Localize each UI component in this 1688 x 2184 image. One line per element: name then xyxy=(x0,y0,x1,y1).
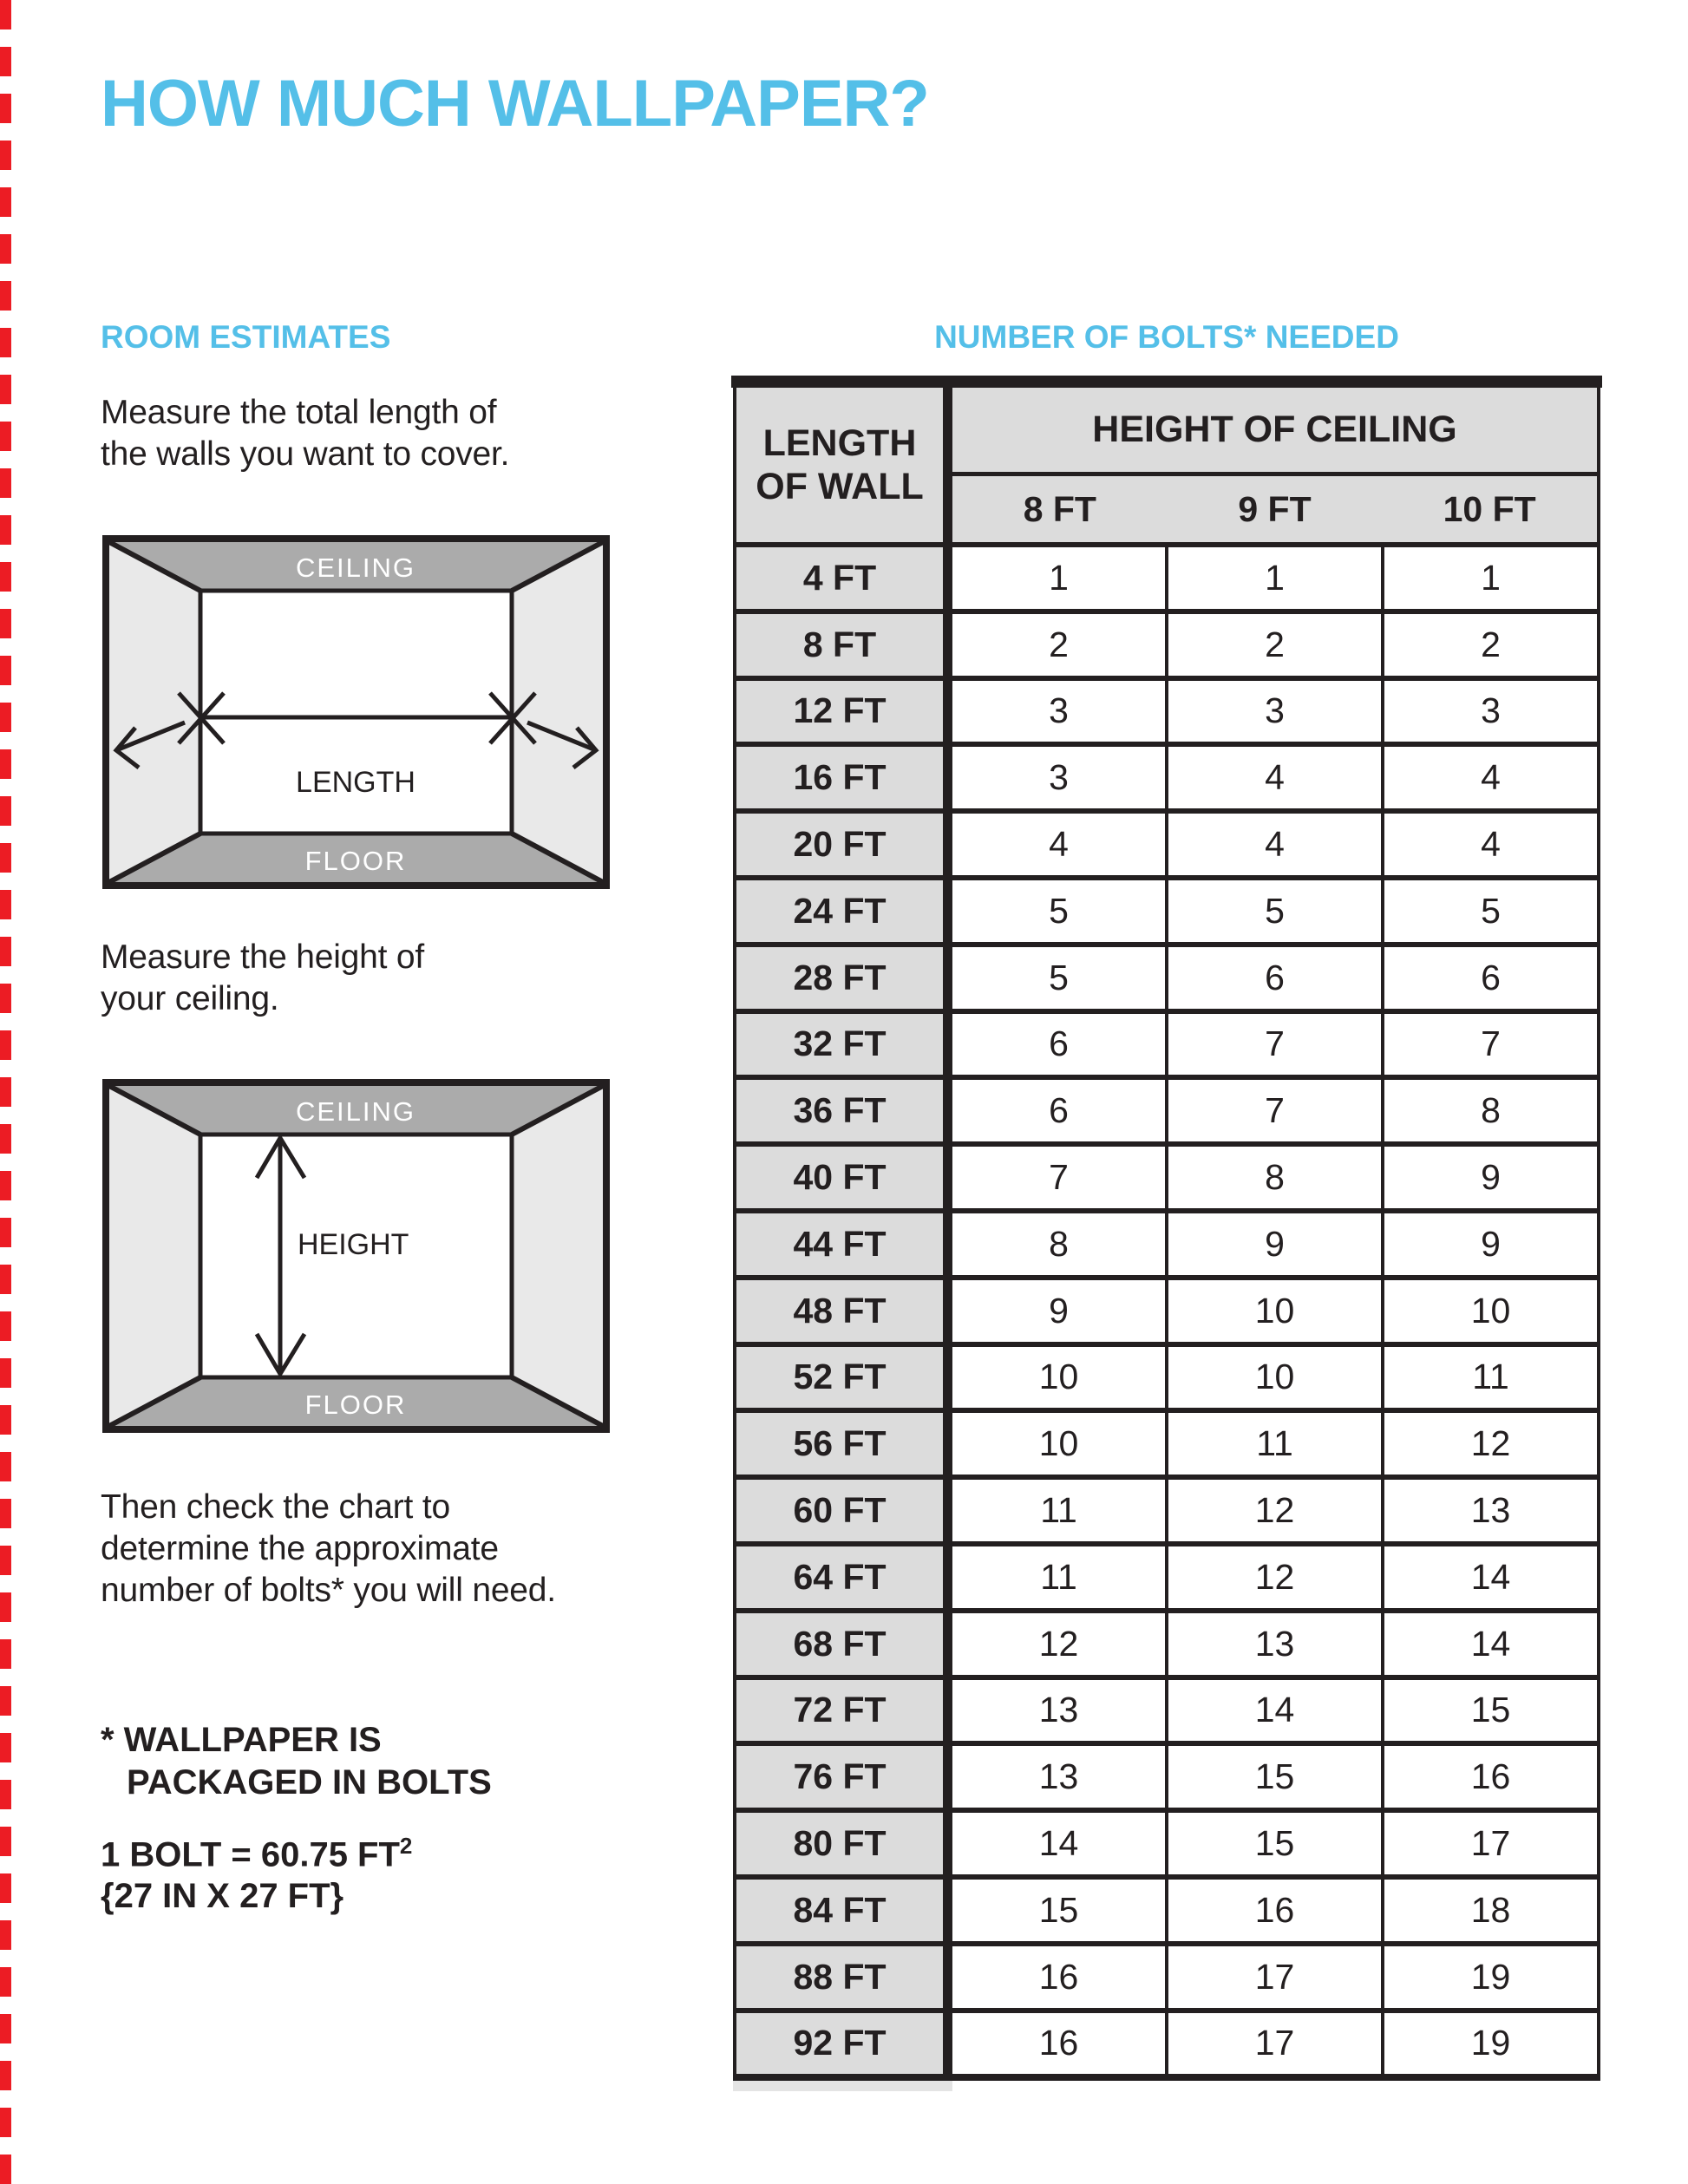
cell-9ft: 14 xyxy=(1165,1680,1381,1742)
table-row xyxy=(733,1808,1600,1874)
cell-9ft: 15 xyxy=(1165,1813,1381,1874)
text-line: determine the approximate xyxy=(101,1530,499,1567)
column-divider xyxy=(943,1480,952,1541)
text-line: Measure the total length of xyxy=(101,394,497,431)
cell-9ft: 5 xyxy=(1165,880,1381,942)
column-divider xyxy=(943,1880,952,1941)
cell-8ft: 14 xyxy=(1038,1823,1079,1864)
cell-9ft: 9 xyxy=(1165,1213,1381,1275)
text-line: LENGTH xyxy=(762,422,917,464)
height-label: HEIGHT xyxy=(298,1228,409,1261)
column-divider xyxy=(943,1946,952,2008)
floor-label: FLOOR xyxy=(304,846,407,876)
cell-9ft: 11 xyxy=(1165,1413,1381,1475)
text-line: number of bolts* you will need. xyxy=(101,1572,556,1609)
row-label: 40 FT xyxy=(736,1147,943,1208)
column-divider xyxy=(943,1413,952,1475)
cell-9ft: 10 xyxy=(1165,1280,1381,1342)
cell-8ft: 8 xyxy=(1049,1223,1069,1264)
cell-10ft: 18 xyxy=(1381,1880,1597,1941)
cell-10ft: 14 xyxy=(1381,1546,1597,1608)
column-divider xyxy=(943,1280,952,1342)
table-row xyxy=(733,742,1600,808)
row-label: 56 FT xyxy=(736,1413,943,1475)
cell-8ft: 5 xyxy=(1049,890,1069,931)
cell-10ft: 16 xyxy=(1381,1746,1597,1808)
table-row xyxy=(733,808,1600,875)
cell-8ft: 1 xyxy=(1049,557,1069,598)
cell-9ft: 16 xyxy=(1165,1880,1381,1941)
cell-8ft: 6 xyxy=(1049,1090,1069,1131)
length-of-wall-header xyxy=(736,388,943,542)
table-row xyxy=(733,2008,1600,2075)
cell-9ft: 17 xyxy=(1165,2013,1381,2075)
cell-10ft: 5 xyxy=(1381,880,1597,942)
cell-8ft: 3 xyxy=(1049,690,1069,731)
ceiling-label: CEILING xyxy=(295,553,416,583)
cell-8ft: 11 xyxy=(1040,1556,1077,1597)
column-divider xyxy=(943,1147,952,1208)
right-wall-plane xyxy=(512,1086,603,1426)
table-body xyxy=(733,542,1600,2074)
cell-8ft: 4 xyxy=(1049,824,1069,865)
row-label: 24 FT xyxy=(736,880,943,942)
cell-8ft: 15 xyxy=(1038,1889,1079,1930)
row-label: 88 FT xyxy=(736,1946,943,2008)
row-label: 12 FT xyxy=(736,681,943,742)
column-divider xyxy=(943,1546,952,1608)
row-label: 48 FT xyxy=(736,1280,943,1342)
cell-10ft: 4 xyxy=(1381,814,1597,875)
cell-10ft: 10 xyxy=(1381,1280,1597,1342)
row-label: 52 FT xyxy=(736,1347,943,1409)
text-line: {27 IN X 27 FT} xyxy=(101,1877,344,1916)
cell-10ft: 13 xyxy=(1381,1480,1597,1541)
cell-10ft: 9 xyxy=(1381,1213,1597,1275)
table-row xyxy=(733,942,1600,1009)
room-height-diagram xyxy=(102,1079,610,1433)
cell-9ft: 8 xyxy=(1165,1147,1381,1208)
bolt-size-info xyxy=(101,1825,412,1917)
ceiling-height-columns xyxy=(952,476,1597,542)
cell-9ft: 7 xyxy=(1165,1014,1381,1076)
column-divider xyxy=(943,2013,952,2075)
column-divider xyxy=(943,1014,952,1076)
table-row xyxy=(733,1541,1600,1608)
table-row xyxy=(733,1408,1600,1475)
bleed-mark-bar xyxy=(0,0,11,2184)
right-wall-plane xyxy=(512,542,603,882)
ceiling-height-header-group xyxy=(952,388,1597,542)
cell-8ft: 16 xyxy=(1038,2023,1079,2063)
row-label: 28 FT xyxy=(736,947,943,1009)
cell-8ft: 10 xyxy=(1038,1357,1079,1397)
text-line: Then check the chart to xyxy=(101,1488,450,1526)
table-row xyxy=(733,1941,1600,2008)
bolts-needed-heading: NUMBER OF BOLTS* NEEDED xyxy=(934,319,1399,355)
cell-8ft: 3 xyxy=(1049,757,1069,798)
cell-8ft: 9 xyxy=(1049,1290,1069,1331)
text-line: OF WALL xyxy=(756,466,924,507)
table-row xyxy=(733,1741,1600,1808)
cell-10ft: 4 xyxy=(1381,747,1597,808)
text-line: 1 BOLT = 60.75 $FT^2$ xyxy=(101,1833,413,1874)
cell-8ft: 12 xyxy=(1038,1623,1079,1664)
cell-10ft: 3 xyxy=(1381,681,1597,742)
row-label: 64 FT xyxy=(736,1546,943,1608)
cell-8ft: 13 xyxy=(1038,1756,1079,1797)
table-row xyxy=(733,1675,1600,1742)
column-divider xyxy=(943,1813,952,1874)
row-label: 8 FT xyxy=(736,614,943,676)
cell-9ft: 15 xyxy=(1165,1746,1381,1808)
table-row xyxy=(733,1874,1600,1941)
instruction-measure-length xyxy=(101,392,509,475)
cell-9ft: 1 xyxy=(1165,547,1381,609)
cell-10ft: 7 xyxy=(1381,1014,1597,1076)
table-row xyxy=(733,1208,1600,1275)
cell-10ft: 14 xyxy=(1381,1613,1597,1675)
column-divider xyxy=(943,747,952,808)
row-label: 68 FT xyxy=(736,1613,943,1675)
table-bottom-stub xyxy=(733,2081,952,2091)
column-divider xyxy=(943,681,952,742)
bolts-table xyxy=(733,376,1600,2091)
table-row xyxy=(733,676,1600,742)
table-row xyxy=(733,1608,1600,1675)
table-row xyxy=(733,1009,1600,1076)
floor-label: FLOOR xyxy=(304,1390,407,1420)
row-label: 4 FT xyxy=(736,547,943,609)
cell-10ft: 12 xyxy=(1381,1413,1597,1475)
table-row xyxy=(733,1342,1600,1409)
table-row xyxy=(733,609,1600,676)
cell-9ft: 7 xyxy=(1165,1080,1381,1141)
cell-8ft: 6 xyxy=(1049,1023,1069,1064)
cell-9ft: 6 xyxy=(1165,947,1381,1009)
cell-9ft: 12 xyxy=(1165,1546,1381,1608)
table-row xyxy=(733,1141,1600,1208)
cell-8ft: 13 xyxy=(1038,1690,1079,1730)
cell-10ft: 11 xyxy=(1381,1347,1597,1409)
column-divider xyxy=(943,547,952,609)
cell-10ft: 2 xyxy=(1381,614,1597,676)
text-line: the walls you want to cover. xyxy=(101,435,510,473)
ceiling-label: CEILING xyxy=(295,1096,416,1127)
page-title: HOW MUCH WALLPAPER? xyxy=(101,67,929,141)
cell-10ft: 17 xyxy=(1381,1813,1597,1874)
cell-10ft: 9 xyxy=(1381,1147,1597,1208)
cell-10ft: 8 xyxy=(1381,1080,1597,1141)
row-label: 72 FT xyxy=(736,1680,943,1742)
cell-10ft: 15 xyxy=(1381,1680,1597,1742)
instruction-check-chart xyxy=(101,1487,556,1612)
cell-10ft: 19 xyxy=(1381,1946,1597,2008)
cell-9ft: 10 xyxy=(1165,1347,1381,1409)
cell-9ft: 4 xyxy=(1165,814,1381,875)
room-estimates-heading: ROOM ESTIMATES xyxy=(101,319,391,355)
row-label: 60 FT xyxy=(736,1480,943,1541)
table-top-rule xyxy=(731,376,1602,388)
column-divider xyxy=(943,614,952,676)
cell-9ft: 13 xyxy=(1165,1613,1381,1675)
bolts-footnote xyxy=(101,1719,492,1804)
text-line: your ceiling. xyxy=(101,980,279,1017)
row-label: 20 FT xyxy=(736,814,943,875)
cell-8ft: 5 xyxy=(1049,957,1069,997)
cell-9ft: 2 xyxy=(1165,614,1381,676)
column-divider xyxy=(943,880,952,942)
cell-10ft: 6 xyxy=(1381,947,1597,1009)
room-length-diagram xyxy=(102,535,610,889)
height-of-ceiling-header: HEIGHT OF CEILING xyxy=(1092,409,1457,450)
column-divider xyxy=(943,388,952,542)
superscript-2: 2 xyxy=(399,1833,413,1859)
table-row xyxy=(733,1475,1600,1541)
table-row xyxy=(733,542,1600,609)
text-line: PACKAGED IN BOLTS xyxy=(127,1763,492,1801)
row-label: 76 FT xyxy=(736,1746,943,1808)
cell-10ft: 1 xyxy=(1381,547,1597,609)
row-label: 44 FT xyxy=(736,1213,943,1275)
table-row xyxy=(733,1075,1600,1141)
row-label: 36 FT xyxy=(736,1080,943,1141)
column-divider xyxy=(943,1613,952,1675)
table-bottom-rule xyxy=(733,2074,1600,2081)
table-header xyxy=(733,388,1600,542)
length-label: LENGTH xyxy=(296,766,415,799)
row-label: 92 FT xyxy=(736,2013,943,2075)
cell-8ft: 11 xyxy=(1040,1490,1077,1531)
row-label: 16 FT xyxy=(736,747,943,808)
table-row xyxy=(733,875,1600,942)
column-divider xyxy=(943,1680,952,1742)
column-header-9ft: 9 FT xyxy=(1238,488,1312,529)
left-wall-plane xyxy=(109,1086,200,1426)
text-line: * WALLPAPER IS xyxy=(101,1721,382,1759)
column-header-8ft: 8 FT xyxy=(1023,488,1096,529)
cell-10ft: 19 xyxy=(1381,2013,1597,2075)
table-row xyxy=(733,1275,1600,1342)
cell-8ft: 2 xyxy=(1049,624,1069,664)
instruction-measure-height xyxy=(101,937,424,1020)
row-label: 80 FT xyxy=(736,1813,943,1874)
cell-9ft: 17 xyxy=(1165,1946,1381,2008)
column-header-10ft: 10 FT xyxy=(1443,488,1536,529)
row-label: 84 FT xyxy=(736,1880,943,1941)
text-line: Measure the height of xyxy=(101,938,425,976)
cell-9ft: 4 xyxy=(1165,747,1381,808)
column-divider xyxy=(943,1746,952,1808)
cell-8ft: 7 xyxy=(1049,1157,1069,1198)
cell-9ft: 12 xyxy=(1165,1480,1381,1541)
cell-9ft: 3 xyxy=(1165,681,1381,742)
cell-8ft: 16 xyxy=(1038,1956,1079,1997)
row-label: 32 FT xyxy=(736,1014,943,1076)
column-divider xyxy=(943,1347,952,1409)
column-divider xyxy=(943,947,952,1009)
column-divider xyxy=(943,1080,952,1141)
cell-8ft: 10 xyxy=(1038,1423,1079,1464)
column-divider xyxy=(943,814,952,875)
left-wall-plane xyxy=(109,542,200,882)
column-divider xyxy=(943,1213,952,1275)
